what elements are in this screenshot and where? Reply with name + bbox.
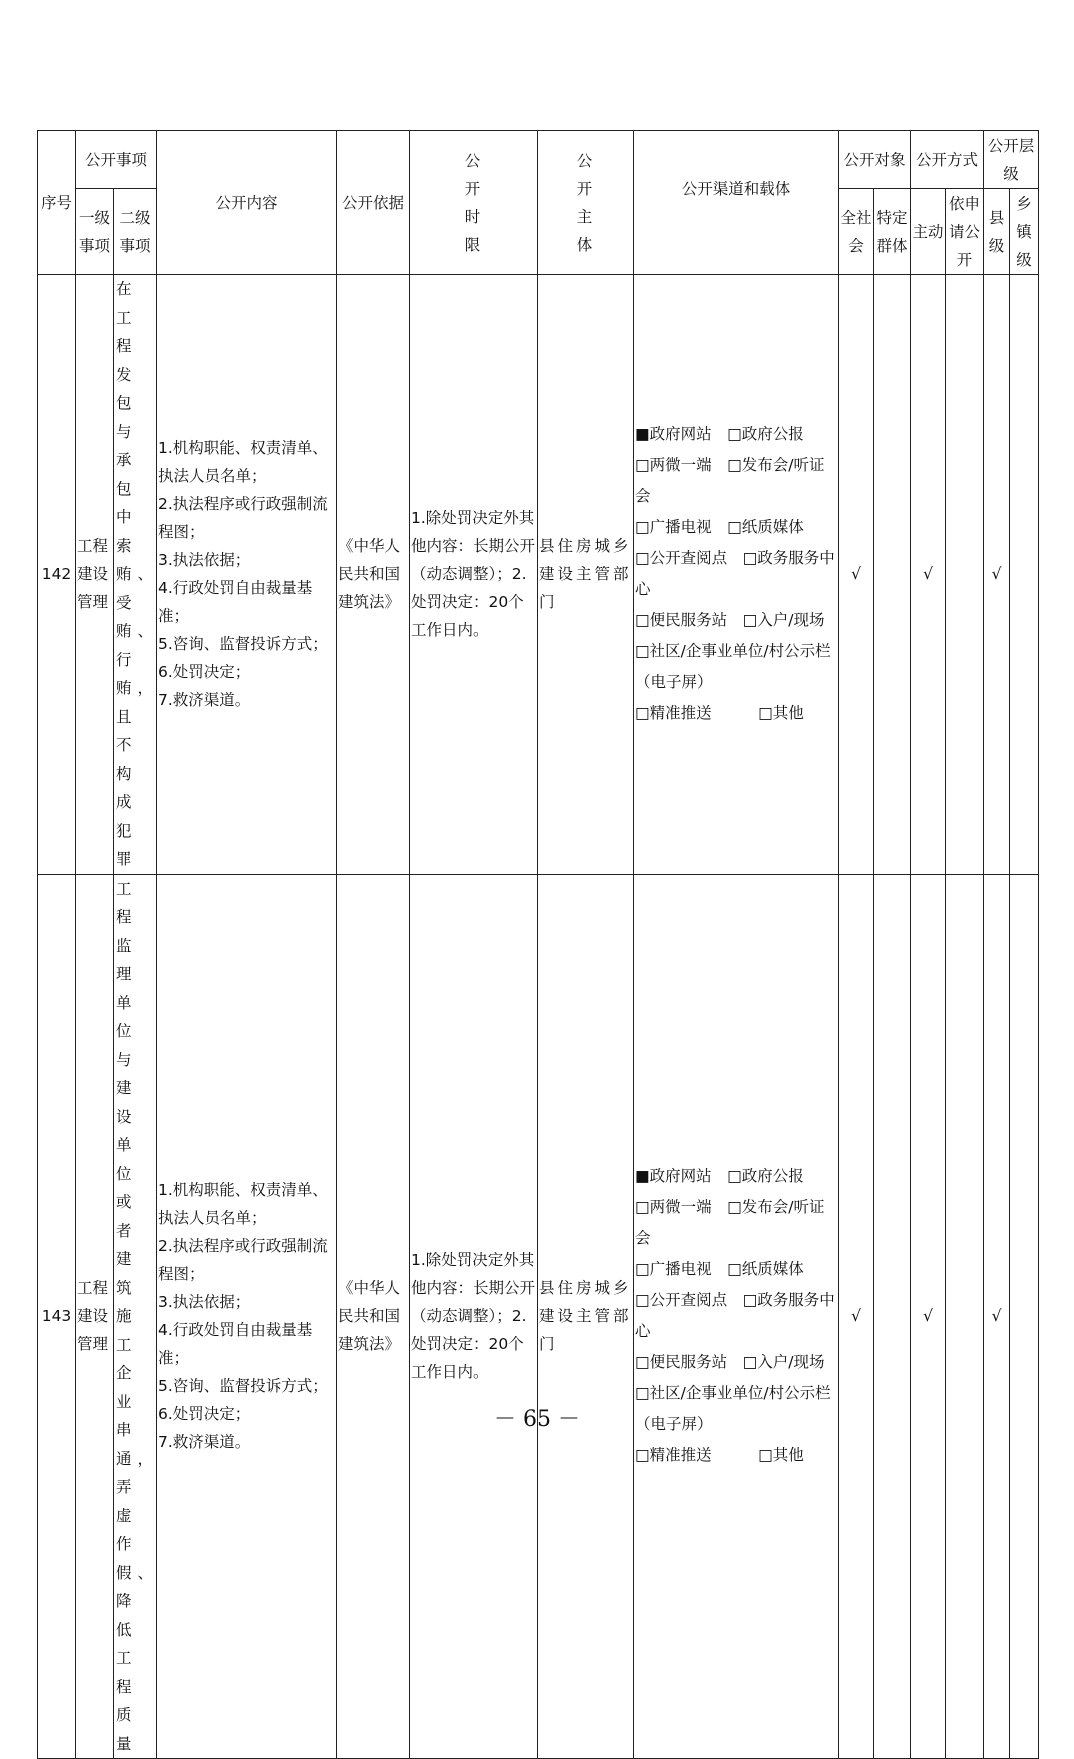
header-time: 公开时限: [410, 131, 538, 275]
row-level2: 在工程发包与承包中索贿、受贿、行贿，且不构成犯罪: [114, 275, 157, 875]
header-township: 乡镇级: [1010, 189, 1039, 275]
content-line: 5.咨询、监督投诉方式；: [158, 1377, 328, 1396]
row-on-request-mark: [946, 874, 984, 1759]
header-content: 公开内容: [157, 131, 337, 275]
row-specific-mark: [874, 874, 911, 1759]
content-line: 2.执法程序或行政强制流程图；: [158, 1237, 328, 1284]
content-line: 4.行政处罚自由裁量基准；: [158, 579, 313, 626]
row-subject: 县住房城乡建设主管部门: [538, 874, 634, 1759]
row-level1: 工程建设管理: [76, 874, 114, 1759]
page-number: － 65 －: [494, 1407, 580, 1432]
row-all-society-mark: √: [839, 275, 874, 875]
header-all-society: 全社会: [839, 189, 874, 275]
row-township-mark: [1010, 275, 1039, 875]
channel-line: □精准推送 □其他: [635, 1446, 804, 1465]
header-method-group: 公开方式: [911, 131, 984, 189]
header-county: 县级: [984, 189, 1010, 275]
row-township-mark: [1010, 874, 1039, 1759]
content-line: 2.执法程序或行政强制流程图；: [158, 495, 328, 542]
table-row: [38, 275, 1039, 875]
content-line: 7.救济渠道。: [158, 691, 251, 710]
content-line: 3.执法依据；: [158, 551, 251, 570]
row-active-mark: √: [911, 275, 946, 875]
header-channel: 公开渠道和载体: [634, 131, 839, 275]
header-seq: 序号: [38, 131, 76, 275]
row-subject: 县住房城乡建设主管部门: [538, 275, 634, 875]
header-on-request: 依申请公开: [946, 189, 984, 275]
row-active-mark: √: [911, 874, 946, 1759]
disclosure-table: [37, 130, 1039, 1759]
header-specific: 特定群体: [874, 189, 911, 275]
content-line: 4.行政处罚自由裁量基准；: [158, 1321, 313, 1368]
row-level1: 工程建设管理: [76, 275, 114, 875]
row-county-mark: √: [984, 275, 1010, 875]
row-seq: 143: [38, 874, 76, 1759]
channel-line: □公开查阅点 □政务服务中心: [635, 1291, 835, 1341]
row-time: 1.除处罚决定外其他内容：长期公开（动态调整）；2.处罚决定：20个工作日内。: [410, 874, 538, 1759]
header-subject: 公开主体: [538, 131, 634, 275]
header-target-group: 公开对象: [839, 131, 911, 189]
header-level2: 二级事项: [114, 189, 157, 275]
row-basis: 《中华人民共和国建筑法》: [337, 874, 410, 1759]
row-time: 1.除处罚决定外其他内容：长期公开（动态调整）；2.处罚决定：20个工作日内。: [410, 275, 538, 875]
content-line: 7.救济渠道。: [158, 1433, 251, 1452]
channel-line: □便民服务站 □入户/现场: [635, 1353, 825, 1372]
row-on-request-mark: [946, 275, 984, 875]
channel-line: ■政府网站 □政府公报: [635, 1167, 804, 1186]
content-line: 5.咨询、监督投诉方式；: [158, 635, 328, 654]
content-line: 6.处罚决定；: [158, 1405, 251, 1424]
header-level1: 一级事项: [76, 189, 114, 275]
channel-line: □两微一端 □发布会/听证会: [635, 456, 825, 506]
header-item-group: 公开事项: [76, 131, 157, 189]
table-row: [38, 874, 1039, 1759]
row-channels: [634, 275, 839, 875]
channel-line: □便民服务站 □入户/现场: [635, 611, 825, 630]
channel-line: □广播电视 □纸质媒体: [635, 518, 804, 537]
channel-line: □两微一端 □发布会/听证会: [635, 1198, 825, 1248]
row-seq: 142: [38, 275, 76, 875]
channel-line: □广播电视 □纸质媒体: [635, 1260, 804, 1279]
channel-line: □社区/企事业单位/村公示栏（电子屏）: [635, 642, 831, 692]
row-channels: [634, 874, 839, 1759]
row-county-mark: √: [984, 874, 1010, 1759]
content-line: 1.机构职能、权责清单、执法人员名单；: [158, 439, 328, 486]
row-specific-mark: [874, 275, 911, 875]
channel-line: □公开查阅点 □政务服务中心: [635, 549, 835, 599]
channel-line: □精准推送 □其他: [635, 704, 804, 723]
content-line: 3.执法依据；: [158, 1293, 251, 1312]
row-content: [157, 874, 337, 1759]
channel-line: ■政府网站 □政府公报: [635, 425, 804, 444]
row-level2: 工程监理单位与建设单位或者建筑施工企业串通，弄虚作假、降低工程质量: [114, 874, 157, 1759]
content-line: 1.机构职能、权责清单、执法人员名单；: [158, 1181, 328, 1228]
row-all-society-mark: √: [839, 874, 874, 1759]
content-line: 6.处罚决定；: [158, 663, 251, 682]
header-level-group: 公开层级: [984, 131, 1039, 189]
row-basis: 《中华人民共和国建筑法》: [337, 275, 410, 875]
header-active: 主动: [911, 189, 946, 275]
row-content: [157, 275, 337, 875]
channel-line: □社区/企事业单位/村公示栏（电子屏）: [635, 1384, 831, 1434]
header-basis: 公开依据: [337, 131, 410, 275]
